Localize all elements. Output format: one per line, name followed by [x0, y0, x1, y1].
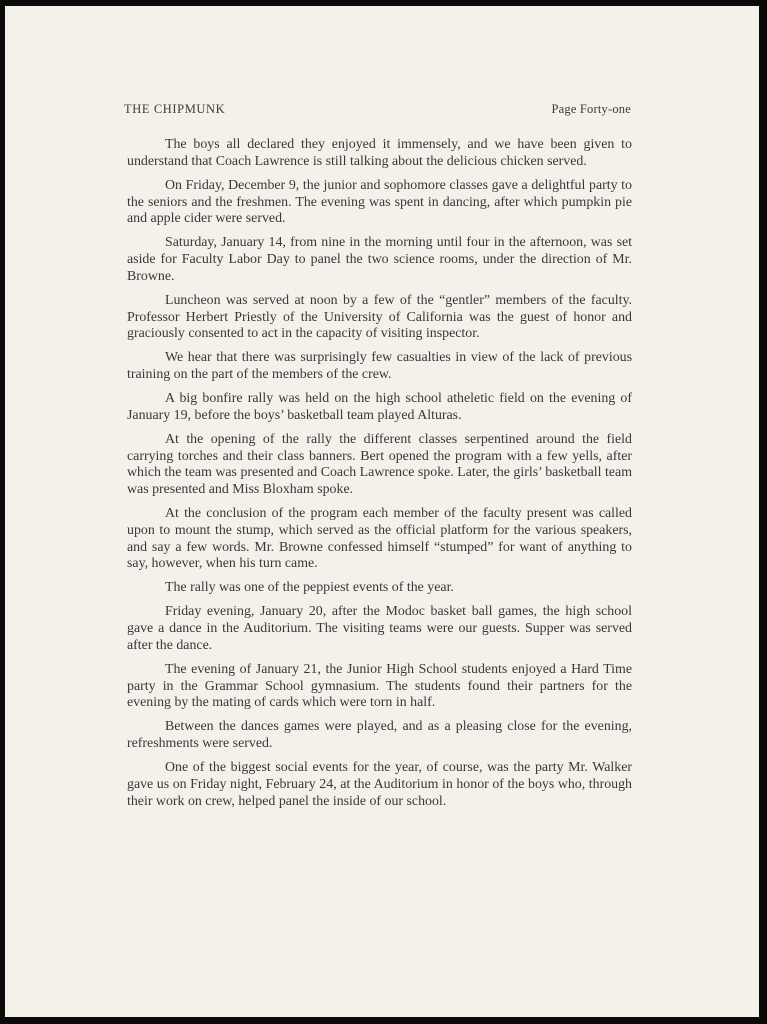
article-body — [127, 137, 632, 818]
paragraph-9: The rally was one of the peppiest events of the year. — [165, 580, 454, 596]
paragraph-13: One of the biggest social events for the year, of course, was the party Mr. Walker gave us on Friday night, February 24, at the Auditorium in honor of the boys who, through their work on crew, helped panel the inside of our school. — [127, 760, 632, 809]
page-number: Page Forty-one — [551, 102, 631, 116]
paragraph-6: A big bonfire rally was held on the high school atheletic field on the evening of January 19, before the boys’ basketball team played Alturas. — [127, 391, 632, 423]
paragraph-10: Friday evening, January 20, after the Modoc basket ball games, the high school gave a dance in the Auditorium. The visiting teams were our guests. Supper was served after the dance. — [127, 604, 632, 653]
scanned-page — [5, 6, 759, 1017]
paragraph-12: Between the dances games were played, and as a pleasing close for the evening, refreshments were served. — [127, 719, 632, 752]
running-header — [124, 102, 631, 120]
paragraph-2: On Friday, December 9, the junior and sophomore classes gave a delightful party to the seniors and the freshmen. The evening was spent in dancing, after which pumpkin pie and apple cider were served. — [127, 177, 632, 227]
paragraph-8: At the conclusion of the program each member of the faculty present was called upon to mount the stump, which served as the official platform for the various speakers, and say a few words. Mr. Browne confessed himself “stumped” for want of anything to say, however, when his turn came. — [127, 506, 632, 572]
paragraph-11: The evening of January 21, the Junior High School students enjoyed a Hard Time party in the Grammar School gymnasium. The students found their partners for the evening by the mating of cards which were torn in half. — [127, 661, 632, 711]
paragraph-4: Luncheon was served at noon by a few of the “gentler” members of the faculty. Professor Herbert Priestly of the University of California was the guest of honor and graciously consented to act in the capacity of visiting inspector. — [127, 292, 632, 342]
paragraph-3: Saturday, January 14, from nine in the morning until four in the afternoon, was set aside for Faculty Labor Day to panel the two science rooms, under the direction of Mr. Browne. — [127, 235, 632, 284]
publication-title: THE CHIPMUNK — [124, 102, 226, 116]
paragraph-1: The boys all declared they enjoyed it immensely, and we have been given to understand that Coach Lawrence is still talking about the delicious chicken served. — [127, 137, 632, 169]
paragraph-7: At the opening of the rally the different classes serpentined around the field carrying torches and their class banners. Bert opened the program with a few yells, after which the team was presented and Coach Lawrence spoke. Later, the girls’ basketball team was presented and Miss Bloxham spoke. — [127, 431, 632, 497]
paragraph-5: We hear that there was surprisingly few casualties in view of the lack of previous training on the part of the members of the crew. — [127, 350, 632, 382]
